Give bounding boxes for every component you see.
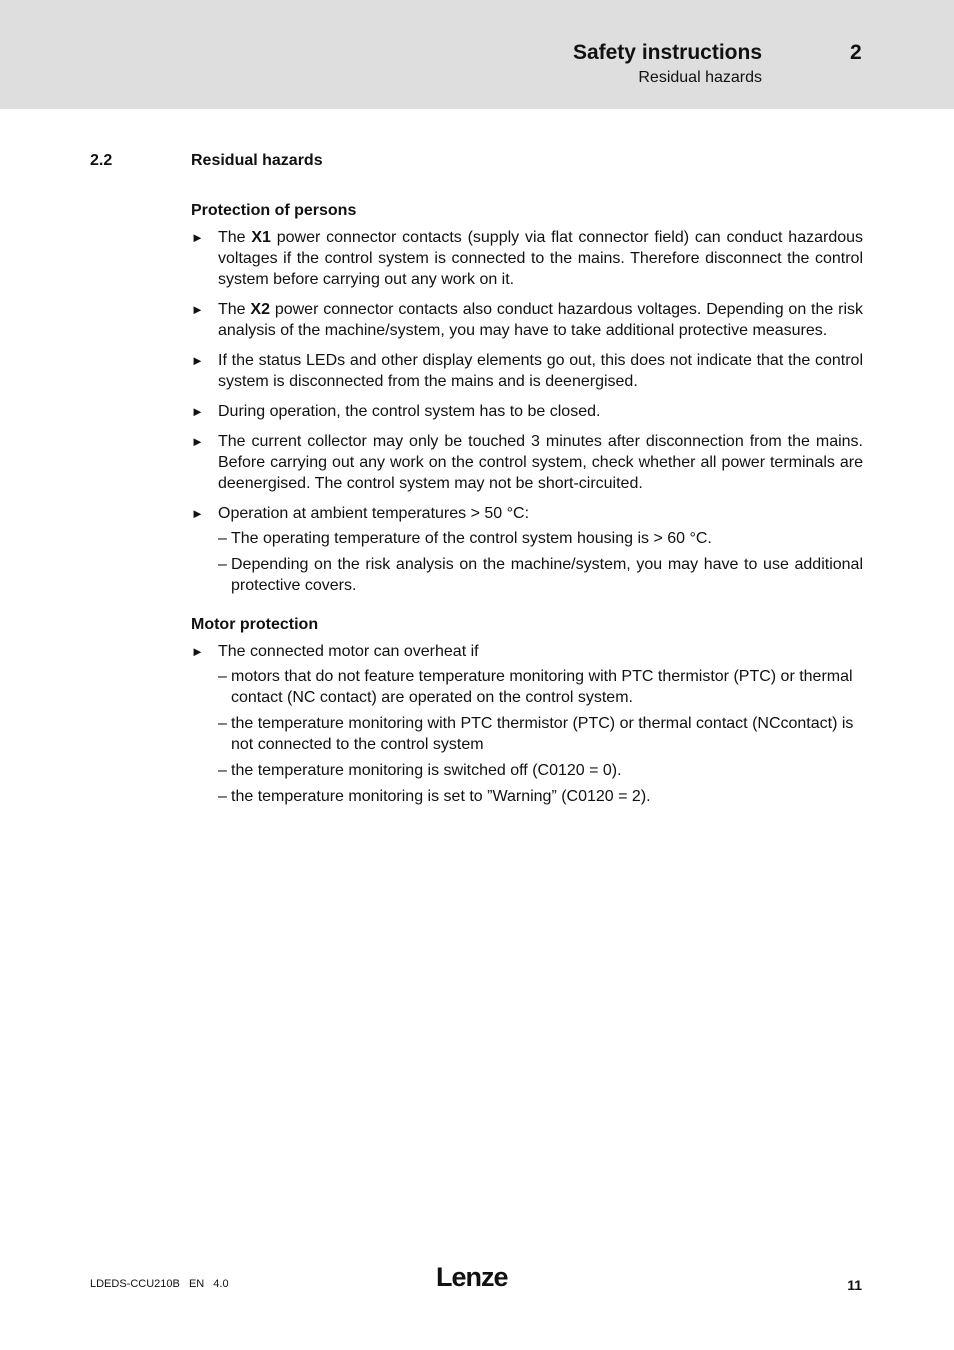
sub-list-item: – the temperature monitoring is switched off (C0120 = 0). bbox=[218, 762, 622, 779]
list-item: ► During operation, the control system has to be closed. bbox=[191, 403, 601, 420]
list-item: ► The current collector may only be touched 3 minutes after disconnection from the mains. Before carrying out any work on the control system, check whether all power terminals are deenergised. The control system may not be short-circuited. bbox=[191, 433, 863, 492]
bullet-arrow-icon: ► bbox=[191, 434, 204, 449]
list-item: ► The connected motor can overheat if bbox=[191, 643, 479, 660]
footer-doc-id: LDEDS-CCU210B bbox=[90, 1278, 180, 1290]
sub-list-item: – the temperature monitoring with PTC thermistor (PTC) or thermal contact (NCcontact) is not connected to the control system bbox=[218, 715, 854, 753]
footer-version: 4.0 bbox=[213, 1278, 229, 1290]
dash-icon: – bbox=[218, 556, 227, 573]
bullet-arrow-icon: ► bbox=[191, 506, 204, 521]
dash-icon: – bbox=[218, 762, 227, 779]
bullet-arrow-icon: ► bbox=[191, 353, 204, 368]
lenze-logo: Lenze bbox=[436, 1262, 508, 1292]
list-item: ► If the status LEDs and other display elements go out, this does not indicate that the control system is disconnected from the mains and is deenergised. bbox=[191, 352, 863, 390]
page-header bbox=[0, 0, 954, 109]
sub-list-item: – motors that do not feature temperature monitoring with PTC thermistor (PTC) or thermal contact (NC contact) are operated on the control system. bbox=[218, 668, 853, 706]
motor-protection-heading: Motor protection bbox=[191, 616, 319, 633]
connector-x2-label: X2 bbox=[250, 301, 270, 318]
bullet-arrow-icon: ► bbox=[191, 644, 204, 659]
page-number: 11 bbox=[847, 1277, 862, 1293]
bullet-arrow-icon: ► bbox=[191, 404, 204, 419]
protection-of-persons-heading: Protection of persons bbox=[191, 202, 357, 219]
footer-doc-info bbox=[90, 1278, 235, 1290]
bullet-arrow-icon: ► bbox=[191, 230, 204, 245]
sub-list-item: – the temperature monitoring is set to ”Warning” (C0120 = 2). bbox=[218, 788, 651, 805]
sub-list-item: – The operating temperature of the control system housing is > 60 °C. bbox=[218, 530, 712, 547]
list-item: ► The X2 power connector contacts also conduct hazardous voltages. Depending on the risk analysis of the machine/system, you may have to take additional protective measures. bbox=[191, 301, 864, 339]
header-chapter-number: 2 bbox=[850, 41, 862, 64]
page-content bbox=[191, 200, 863, 812]
list-item: ► Operation at ambient temperatures > 50 °C: bbox=[191, 505, 530, 522]
sub-list-item: – Depending on the risk analysis on the machine/system, you may have to use additional protective covers. bbox=[218, 556, 863, 594]
dash-icon: – bbox=[218, 788, 227, 805]
section-title: Residual hazards bbox=[191, 152, 323, 169]
connector-x1-label: X1 bbox=[251, 229, 271, 246]
dash-icon: – bbox=[218, 715, 227, 732]
dash-icon: – bbox=[218, 668, 227, 685]
list-item: ► The X1 power connector contacts (supply via flat connector field) can conduct hazardous voltages if the control system is connected to the mains. Therefore disconnect the control system before carrying out any work on it. bbox=[191, 229, 864, 288]
dash-icon: – bbox=[218, 530, 227, 547]
footer-language: EN bbox=[188, 1278, 205, 1290]
header-title: Safety instructions bbox=[572, 41, 762, 64]
bullet-arrow-icon: ► bbox=[191, 302, 204, 317]
section-number: 2.2 bbox=[90, 152, 113, 169]
header-subtitle: Residual hazards bbox=[638, 69, 762, 86]
